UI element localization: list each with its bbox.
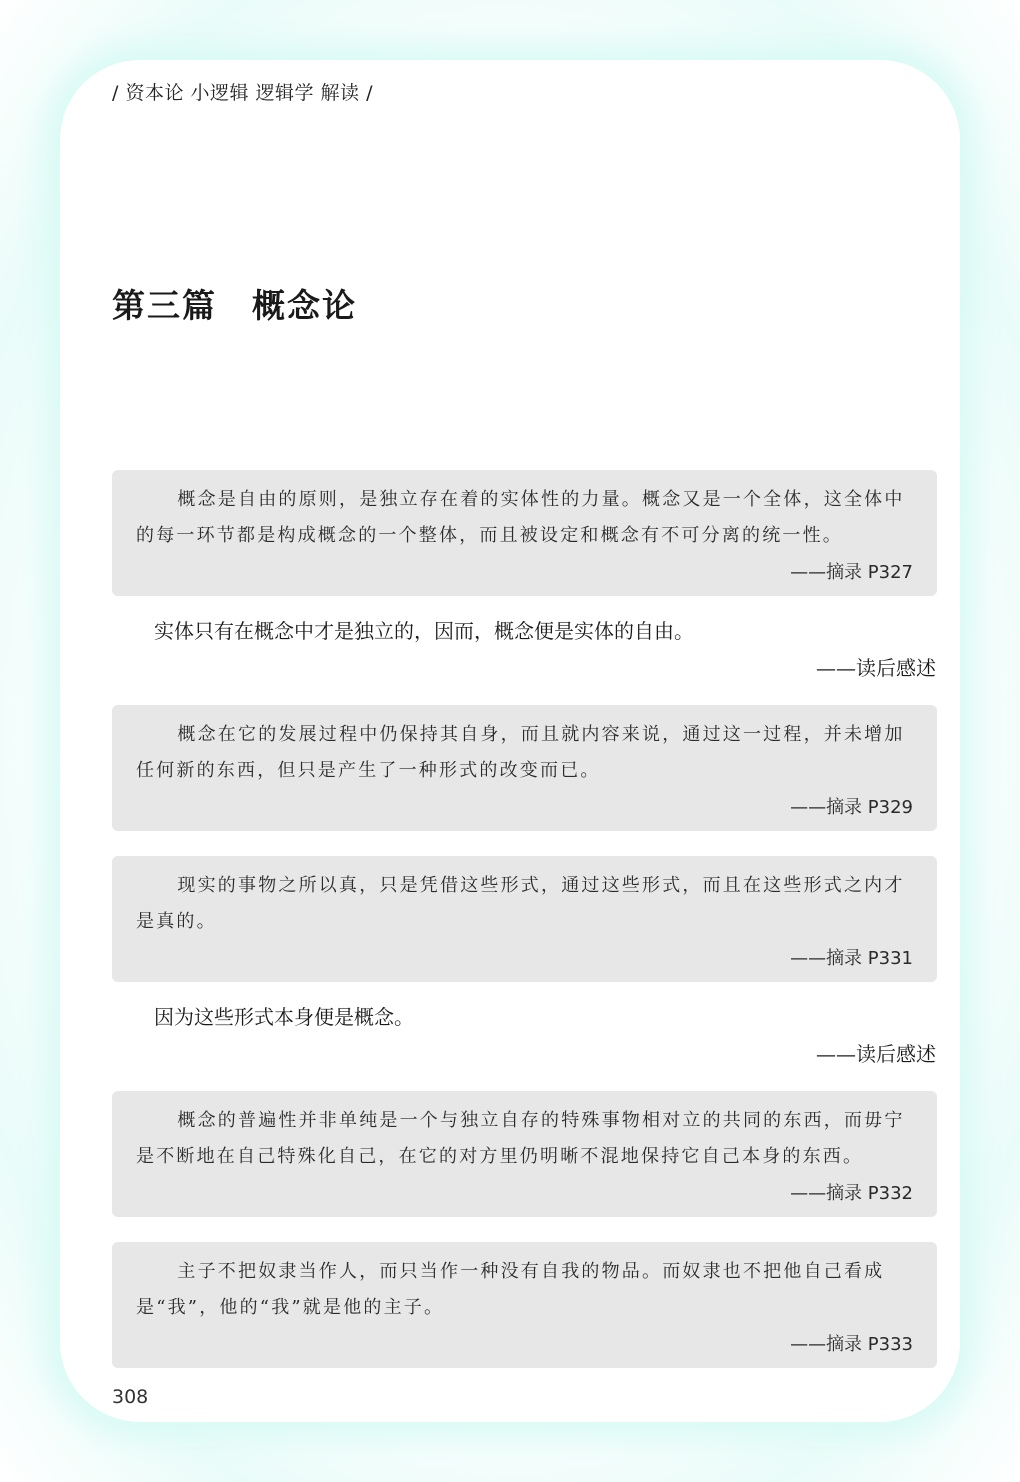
quote-box (112, 705, 937, 831)
quote-text: 现实的事物之所以真，只是凭借这些形式，通过这些形式，而且在这些形式之内才是真的。 (136, 875, 905, 932)
reflection-text: 因为这些形式本身便是概念。 (154, 1005, 414, 1029)
page-number: 308 (112, 1386, 149, 1408)
quote-text: 概念在它的发展过程中仍保持其自身，而且就内容来说，通过这一过程，并未增加任何新的东西，但只是产生了一种形式的改变而已。 (136, 724, 905, 781)
quote-source: ——摘录 P327 (790, 562, 913, 583)
quote-source: ——摘录 P329 (790, 797, 913, 818)
quote-text: 概念的普遍性并非单纯是一个与独立自存的特殊事物相对立的共同的东西，而毋宁是不断地在自己特殊化自己，在它的对方里仍明晰不混地保持它自己本身的东西。 (136, 1110, 905, 1167)
breadcrumb: / 资本论 小逻辑 逻辑学 解读 / (112, 82, 374, 104)
quote-source: ——摘录 P332 (790, 1183, 913, 1204)
quote-source: ——摘录 P331 (790, 948, 913, 969)
reflection-source: ——读后感述 (816, 1042, 936, 1066)
quote-text: 概念是自由的原则，是独立存在着的实体性的力量。概念又是一个全体，这全体中的每一环节都是构成概念的一个整体，而且被设定和概念有不可分离的统一性。 (136, 489, 905, 546)
quote-box (112, 856, 937, 982)
quote-text: 主子不把奴隶当作人，而只当作一种没有自我的物品。而奴隶也不把他自己看成是“我”，他的“我”就是他的主子。 (136, 1261, 885, 1318)
chapter-title: 第三篇 概念论 (112, 286, 357, 325)
quote-box (112, 1091, 937, 1217)
quote-source: ——摘录 P333 (790, 1334, 913, 1355)
reflection-text: 实体只有在概念中才是独立的，因而，概念便是实体的自由。 (154, 619, 694, 643)
quote-box (112, 1242, 937, 1368)
reflection-source: ——读后感述 (816, 656, 936, 680)
quote-box (112, 470, 937, 596)
